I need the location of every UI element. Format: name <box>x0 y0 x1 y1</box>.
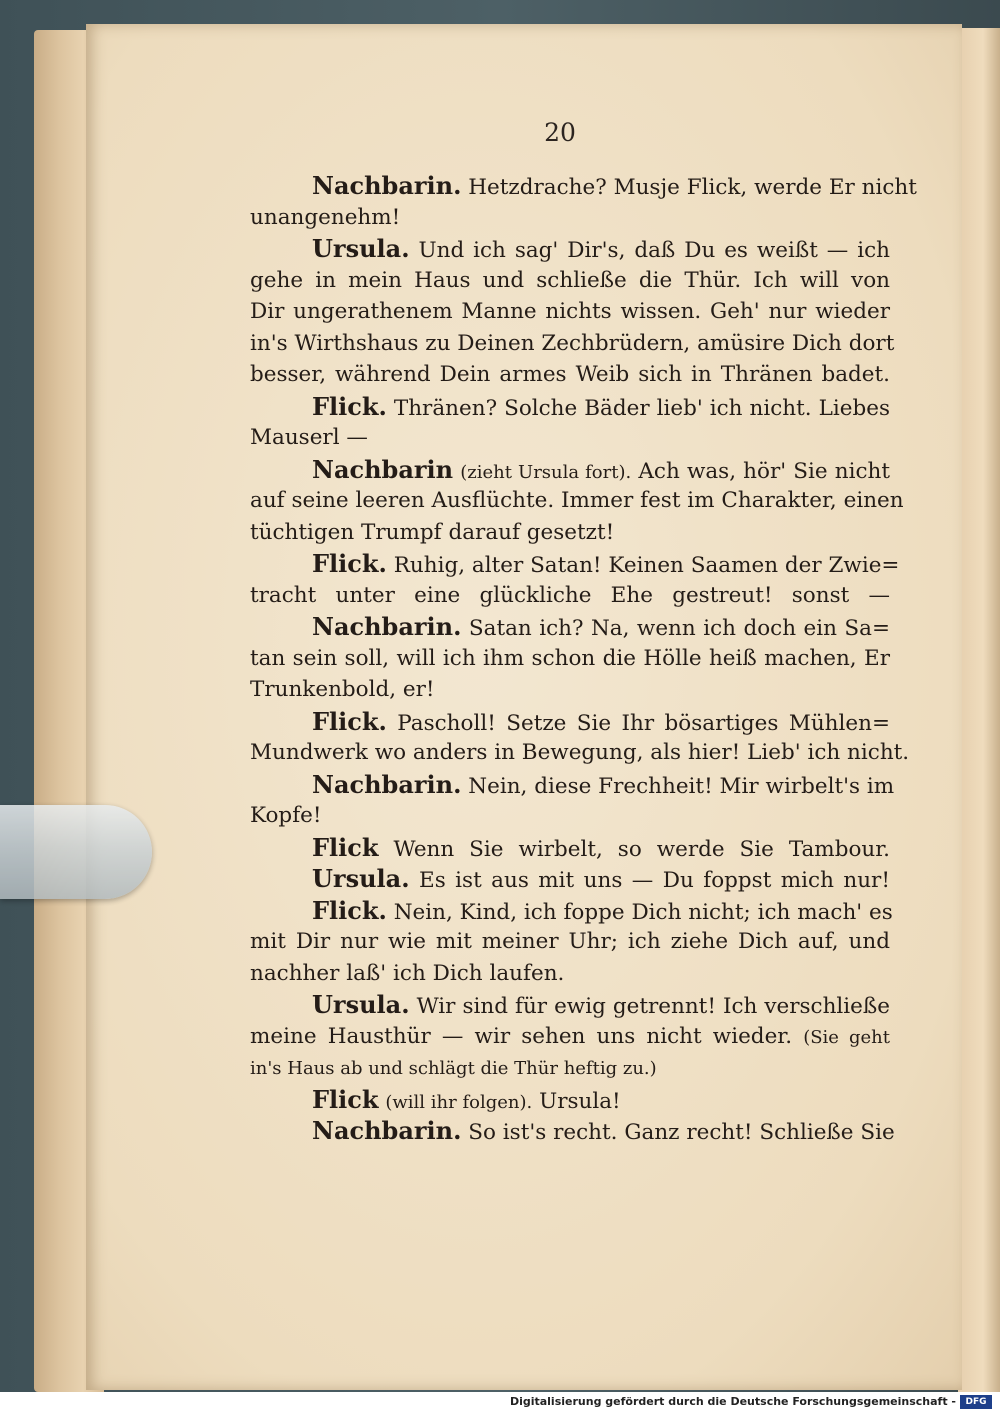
line-text: Mauserl — <box>250 425 368 450</box>
speaker-name: Flick <box>312 1084 379 1114</box>
text-line <box>250 1052 890 1084</box>
speaker-name: Ursula. <box>312 990 410 1019</box>
text-line <box>250 989 890 1021</box>
line-text: Hetzdrache? Musje Flick, werde Er nicht <box>468 175 917 200</box>
text-line <box>250 1021 890 1053</box>
text-line <box>250 233 890 265</box>
line-text: Es ist aus mit uns — Du foppst mich nur! <box>419 868 890 893</box>
speaker-name: Flick. <box>312 895 387 925</box>
line-text: mit Dir nur wie mit meiner Uhr; ich ziehe Dich auf, und <box>250 929 890 954</box>
line-text: Ruhig, alter Satan! Keinen Saamen der Zwie= <box>393 553 900 578</box>
text-line <box>250 832 890 864</box>
line-text: tüchtigen Trumpf darauf gesetzt! <box>250 519 615 545</box>
text-line <box>250 737 910 769</box>
line-text: Ach was, hör' Sie nicht <box>638 458 891 484</box>
line-text: So ist's recht. Ganz recht! Schließe Sie <box>468 1120 895 1145</box>
text-line <box>250 454 890 486</box>
stage-direction: in's Haus ab und schlägt die Thür heftig zu.) <box>250 1058 657 1079</box>
text-line <box>250 895 893 927</box>
speaker-name: Ursula. <box>312 864 410 893</box>
speaker-name: Flick. <box>312 391 387 421</box>
text-line <box>250 958 890 990</box>
text-line <box>250 769 895 801</box>
line-text: besser, während Dein armes Weib sich in Thränen badet. <box>250 362 890 387</box>
book-page-edges-right <box>958 28 1000 1392</box>
text-line <box>250 391 890 423</box>
text-line <box>250 580 890 612</box>
line-text: Dir ungerathenem Manne nichts wissen. Geh' nur wieder <box>250 299 890 324</box>
speaker-name: Flick <box>312 832 379 862</box>
line-text: Mundwerk wo anders in Bewegung, als hier! Lieb' ich nicht. <box>250 740 910 765</box>
line-text: Kopfe! <box>250 803 322 828</box>
line-text: gehe in mein Haus und schließe die Thür. Ich will von <box>250 267 890 293</box>
text-line <box>250 328 895 360</box>
line-text: in's Wirthshaus zu Deinen Zechbrüdern, amüsire Dich dort <box>250 330 895 356</box>
line-text: auf seine leeren Ausflüchte. Immer fest im Charakter, einen <box>250 488 904 513</box>
dfg-logo-icon: DFG <box>960 1395 992 1409</box>
line-text: Nein, diese Frechheit! Mir wirbelt's im <box>468 773 895 799</box>
line-text: unangenehm! <box>250 204 401 230</box>
line-text: tracht unter eine glückliche Ehe gestreut! sonst — <box>250 582 890 608</box>
speaker-name: Ursula. <box>312 234 410 263</box>
speaker-name: Flick. <box>312 706 387 736</box>
text-line <box>250 202 890 234</box>
text-line <box>250 548 900 580</box>
text-line <box>250 170 917 202</box>
line-text: tan sein soll, will ich ihm schon die Hölle heiß machen, Er <box>250 645 890 671</box>
line-text: Nein, Kind, ich foppe Dich nicht; ich mach' es <box>393 899 893 925</box>
text-line <box>250 863 890 895</box>
speaker-name: Nachbarin. <box>312 612 462 641</box>
speaker-name: Nachbarin. <box>312 1116 462 1145</box>
line-text: Wir sind für ewig getrennt! Ich verschließe <box>416 994 890 1019</box>
line-text: Pascholl! Setze Sie Ihr bösartiges Mühlen= <box>397 710 890 736</box>
speaker-name: Nachbarin. <box>312 171 462 200</box>
text-line <box>250 800 890 832</box>
text-line <box>250 926 890 958</box>
speaker-name: Nachbarin <box>312 454 454 484</box>
line-text: Thränen? Solche Bäder lieb' ich nicht. Liebes <box>393 395 890 421</box>
speaker-name: Nachbarin. <box>312 769 462 799</box>
line-text: Satan ich? Na, wenn ich doch ein Sa= <box>468 616 890 641</box>
stage-direction: (zieht Ursula fort). <box>460 461 632 483</box>
text-line <box>250 517 890 549</box>
text-line <box>250 611 890 643</box>
text-line <box>250 674 890 706</box>
line-text: nachher laß' ich Dich laufen. <box>250 960 565 986</box>
play-text <box>250 170 917 1147</box>
text-line <box>250 296 890 328</box>
line-text: meine Hausthür — wir sehen uns nicht wieder. <box>250 1023 793 1049</box>
text-line <box>250 359 890 391</box>
stage-direction: (will ihr folgen). <box>385 1091 533 1113</box>
page-number: 20 <box>544 118 576 147</box>
line-text: Wenn Sie wirbelt, so werde Sie Tambour. <box>393 836 890 862</box>
text-line <box>250 422 890 454</box>
text-line <box>250 265 890 297</box>
funding-notice: Digitalisierung gefördert durch die Deutsche Forschungsgemeinschaft - <box>509 1395 956 1408</box>
text-line <box>250 1084 890 1116</box>
text-line <box>250 1115 895 1147</box>
line-text: Trunkenbold, er! <box>250 677 435 702</box>
stage-direction: (Sie geht <box>803 1026 890 1048</box>
speaker-name: Flick. <box>312 549 387 578</box>
text-line <box>250 643 890 675</box>
line-text: Und ich sag' Dir's, daß Du es weißt — ich <box>418 238 890 263</box>
footer-bar <box>0 1392 1000 1412</box>
text-line <box>250 706 890 738</box>
page-clip <box>0 805 152 899</box>
line-text: Ursula! <box>539 1088 621 1114</box>
text-line <box>250 485 904 517</box>
